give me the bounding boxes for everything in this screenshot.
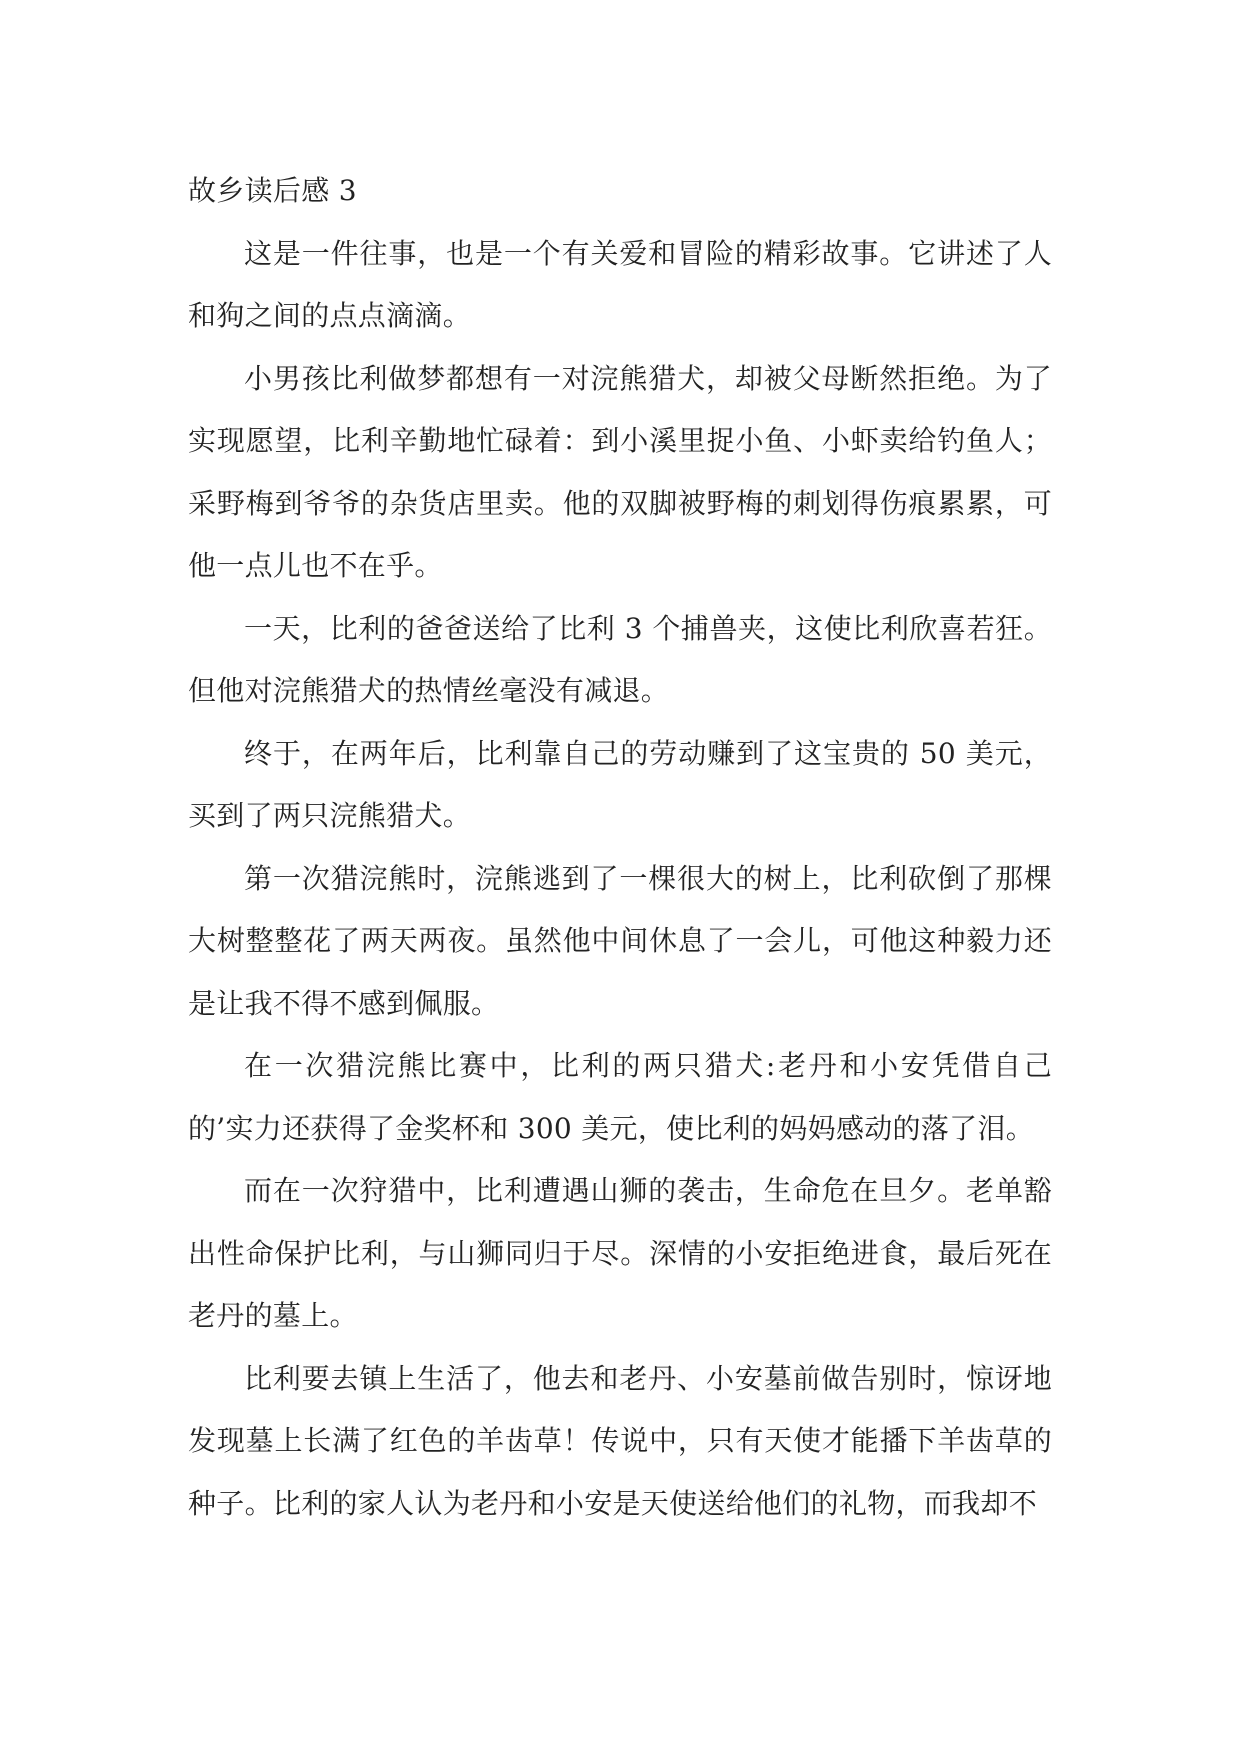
document-title: 故乡读后感 3 xyxy=(188,174,357,207)
paragraph: 第一次猎浣熊时，浣熊逃到了一棵很大的树上，比利砍倒了那棵大树整整花了两天两夜。虽然他中间休息了一会儿，可他这种毅力还是让我不得不感到佩服。 xyxy=(188,861,1052,1020)
paragraph: 终于，在两年后，比利靠自己的劳动赚到了这宝贵的 50 美元，买到了两只浣熊猎犬。 xyxy=(188,736,1052,832)
paragraph: 一天，比利的爸爸送给了比利 3 个捕兽夹，这使比利欣喜若狂。但他对浣熊猎犬的热情丝毫没有减退。 xyxy=(188,611,1052,707)
paragraph: 小男孩比利做梦都想有一对浣熊猎犬，却被父母断然拒绝。为了实现愿望，比利辛勤地忙碌着：到小溪里捉小鱼、小虾卖给钓鱼人；采野梅到爷爷的杂货店里卖。他的双脚被野梅的刺划得伤痕累累，可他一点儿也不在乎。 xyxy=(188,361,1052,582)
paragraph: 比利要去镇上生活了，他去和老丹、小安墓前做告别时，惊讶地发现墓上长满了红色的羊齿草！传说中，只有天使才能播下羊齿草的种子。比利的家人认为老丹和小安是天使送给他们的礼物，而我却不 xyxy=(188,1361,1052,1520)
paragraph: 这是一件往事，也是一个有关爱和冒险的精彩故事。它讲述了人和狗之间的点点滴滴。 xyxy=(188,236,1052,332)
paragraph: 而在一次狩猎中，比利遭遇山狮的袭击，生命危在旦夕。老单豁出性命保护比利，与山狮同归于尽。深情的小安拒绝进食，最后死在老丹的墓上。 xyxy=(188,1174,1052,1332)
paragraph: 在一次猎浣熊比赛中，比利的两只猎犬:老丹和小安凭借自己的’实力还获得了金奖杯和 300 美元，使比利的妈妈感动的落了泪。 xyxy=(188,1049,1052,1145)
document-body xyxy=(188,160,1052,1535)
